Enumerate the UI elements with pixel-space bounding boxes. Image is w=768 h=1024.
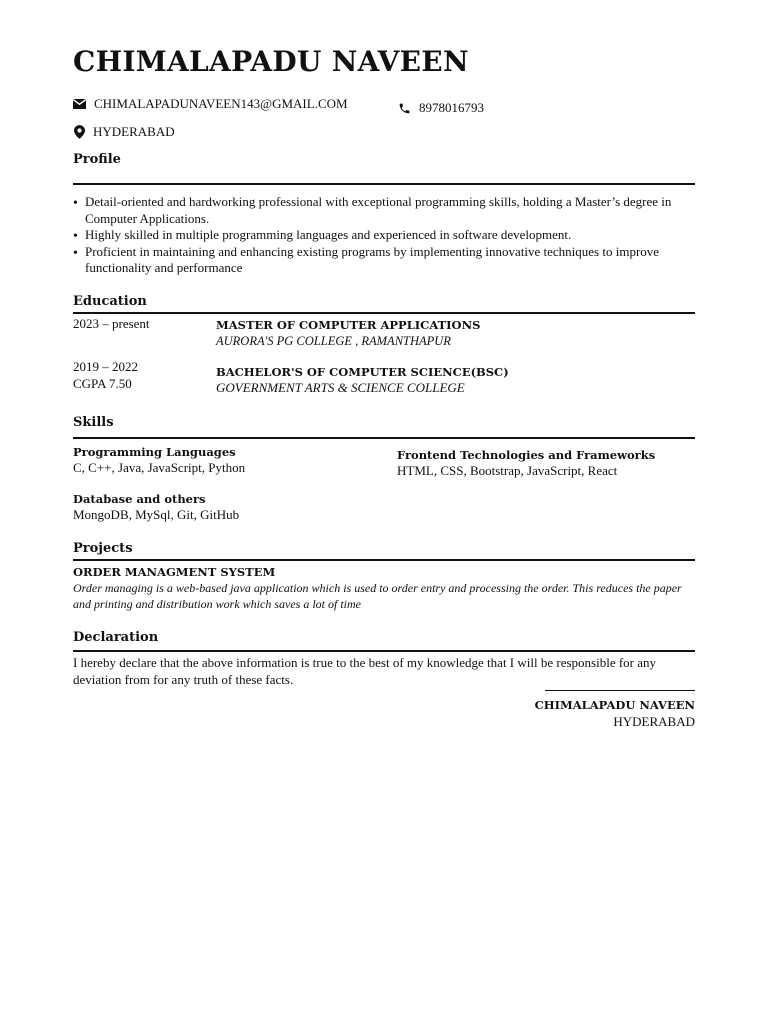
education-school: AURORA'S PG COLLEGE , RAMANTHAPUR (216, 334, 451, 348)
education-dates: 2019 – 2022 (73, 359, 138, 374)
skill-group-items: HTML, CSS, Bootstrap, JavaScript, React (397, 463, 618, 478)
location-contact (74, 124, 175, 140)
signature-line (545, 690, 695, 691)
education-degree: BACHELOR'S OF COMPUTER SCIENCE(BSC) (216, 365, 509, 379)
skill-group-heading: Frontend Technologies and Frameworks (397, 448, 656, 462)
map-pin-icon (74, 125, 85, 139)
education-degree: MASTER OF COMPUTER APPLICATIONS (216, 318, 481, 332)
profile-divider (73, 183, 695, 185)
signature-name: CHIMALAPADU NAVEEN (534, 698, 695, 712)
education-school: GOVERNMENT ARTS & SCIENCE COLLEGE (216, 380, 465, 395)
email-text: CHIMALAPADUNAVEEN143@GMAIL.COM (94, 96, 348, 111)
profile-item: • Proficient in maintaining and enhancing existing programs by implementing innovative techniques to improve functionality and performance (73, 244, 695, 277)
skills-divider (73, 437, 695, 439)
project-name: ORDER MANAGMENT SYSTEM (73, 565, 276, 579)
project-description: Order managing is a web-based java application which is used to order entry and processing the order. This reduces the paper and printing and distribution work which saves a lot of time (73, 581, 682, 611)
declaration-heading: Declaration (73, 630, 159, 645)
candidate-name: CHIMALAPADU NAVEEN (73, 45, 469, 78)
profile-item: • Highly skilled in multiple programming languages and experienced in software development. (73, 227, 695, 244)
skill-group-heading: Programming Languages (73, 445, 236, 459)
education-dates: 2023 – present (73, 316, 150, 331)
projects-divider (73, 559, 695, 561)
declaration-text: I hereby declare that the above information is true to the best of my knowledge that I will be responsible for any deviation from for any truth of these facts. (73, 655, 657, 687)
phone-icon (398, 102, 411, 115)
declaration-divider (73, 650, 695, 652)
skill-group-heading: Database and others (73, 492, 206, 506)
location-text: HYDERABAD (93, 124, 175, 139)
education-gpa: CGPA 7.50 (73, 376, 132, 391)
education-divider (73, 312, 695, 314)
profile-list (73, 194, 695, 277)
phone-contact (398, 100, 484, 116)
envelope-icon (73, 99, 86, 109)
skills-heading: Skills (73, 415, 114, 430)
signature-place: HYDERABAD (613, 714, 695, 729)
education-heading: Education (73, 294, 147, 309)
skill-group-items: C, C++, Java, JavaScript, Python (73, 460, 246, 475)
profile-heading: Profile (73, 152, 121, 167)
phone-text: 8978016793 (419, 100, 484, 115)
skill-group-items: MongoDB, MySql, Git, GitHub (73, 507, 240, 522)
projects-heading: Projects (73, 541, 133, 556)
profile-item: • Detail-oriented and hardworking professional with exceptional programming skills, holding a Master’s degree in Computer Applications. (73, 194, 695, 227)
email-contact (73, 96, 348, 112)
